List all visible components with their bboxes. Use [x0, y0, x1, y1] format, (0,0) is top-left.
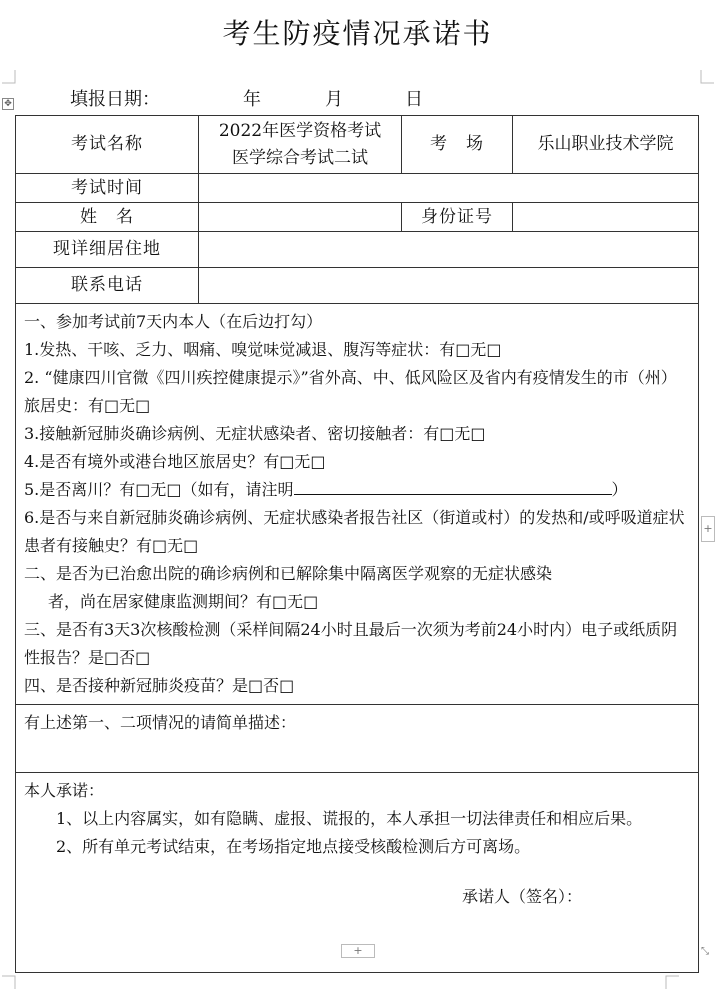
venue-label: 考 场 [402, 116, 513, 174]
exam-name-line-1: 2022年医学资格考试 [218, 120, 382, 141]
pledge-title: 本人承诺： [24, 781, 105, 800]
phone-row [16, 268, 699, 304]
section-2-line-2: 者，尚在居家健康监测期间？有□无□ [48, 592, 319, 611]
page-corner-mark-icon [2, 975, 16, 989]
exam-name-value[interactable] [199, 116, 402, 174]
address-field[interactable] [199, 232, 699, 268]
question-1: 1.发热、干咳、乏力、咽痛、嗅觉味觉减退、腹泻等症状：有□无□ [24, 340, 502, 359]
question-5-blank[interactable] [294, 476, 612, 495]
section-1-title: 一、参加考试前7天内本人（在后边打勾） [24, 312, 323, 331]
date-month-label: 月 [325, 89, 343, 110]
pledge-item-2: 2、所有单元考试结束，在考场指定地点接受核酸检测后方可离场。 [56, 837, 531, 856]
description-cell[interactable] [16, 705, 699, 773]
name-row [16, 203, 699, 232]
exam-time-row [16, 174, 699, 203]
section-4: 四、是否接种新冠肺炎疫苗？是□否□ [24, 676, 295, 695]
add-row-icon[interactable]: + [341, 944, 375, 958]
section-2-line-1: 二、是否为已治愈出院的确诊病例和已解除集中隔离医学观察的无症状感染 [24, 564, 553, 583]
document-title: 考生防疫情况承诺书 [222, 17, 493, 50]
venue-value[interactable]: 乐山职业技术学院 [513, 116, 699, 174]
page-corner-mark-icon [700, 70, 714, 84]
description-row [16, 705, 699, 773]
address-row [16, 232, 699, 268]
exam-name-row [16, 116, 699, 174]
health-questions-row [16, 304, 699, 705]
phone-field[interactable] [199, 268, 699, 304]
question-2: 2. “健康四川官微《四川疾控健康提示》”省外高、中、低风险区及省内有疫情发生的市（州）旅居史：有□无□ [24, 368, 677, 415]
question-5-text: 5.是否离川？有□无□（如有，请注明 [24, 480, 294, 499]
description-prompt: 有上述第一、二项情况的请简单描述： [24, 713, 297, 732]
date-year-label: 年 [243, 89, 261, 110]
section-3: 三、是否有3天3次核酸检测（采样间隔24小时且最后一次须为考前24小时内）电子或纸质阴性报告？是□否□ [24, 620, 678, 667]
phone-label: 联系电话 [16, 268, 199, 304]
declaration-form-table [15, 115, 699, 973]
id-number-label: 身份证号 [402, 203, 513, 232]
address-label: 现详细居住地 [16, 232, 199, 268]
signature-label: 承诺人（签名）： [461, 887, 582, 906]
name-field[interactable] [199, 203, 402, 232]
question-4: 4.是否有境外或港台地区旅居史？有□无□ [24, 452, 326, 471]
table-move-handle-icon[interactable]: ✥ [2, 98, 14, 110]
exam-name-label: 考试名称 [16, 116, 199, 174]
health-questions-cell[interactable] [16, 304, 699, 705]
exam-name-line-2: 医学综合考试二试 [232, 147, 368, 168]
page-corner-mark-icon [665, 975, 679, 989]
question-3: 3.接触新冠肺炎确诊病例、无症状感染者、密切接触者：有□无□ [24, 424, 486, 443]
exam-time-label: 考试时间 [16, 174, 199, 203]
date-day-label: 日 [405, 89, 423, 110]
exam-time-field[interactable] [199, 174, 699, 203]
pledge-row [16, 773, 699, 973]
pledge-item-1: 1、以上内容属实，如有隐瞒、虚报、谎报的，本人承担一切法律责任和相应后果。 [56, 809, 643, 828]
table-resize-icon[interactable]: ⤡ [701, 946, 709, 957]
add-column-icon[interactable]: + [701, 516, 715, 542]
page-corner-mark-icon [2, 70, 16, 84]
id-number-field[interactable] [513, 203, 699, 232]
date-label: 填报日期： [70, 89, 160, 110]
name-label: 姓 名 [16, 203, 199, 232]
question-5 [24, 476, 690, 504]
question-6: 6.是否与来自新冠肺炎确诊病例、无症状感染者报告社区（街道或村）的发热和/或呼吸道症状患者有接触史？有□无□ [24, 508, 685, 555]
question-5-close: ） [611, 480, 628, 499]
pledge-cell[interactable] [16, 773, 699, 973]
